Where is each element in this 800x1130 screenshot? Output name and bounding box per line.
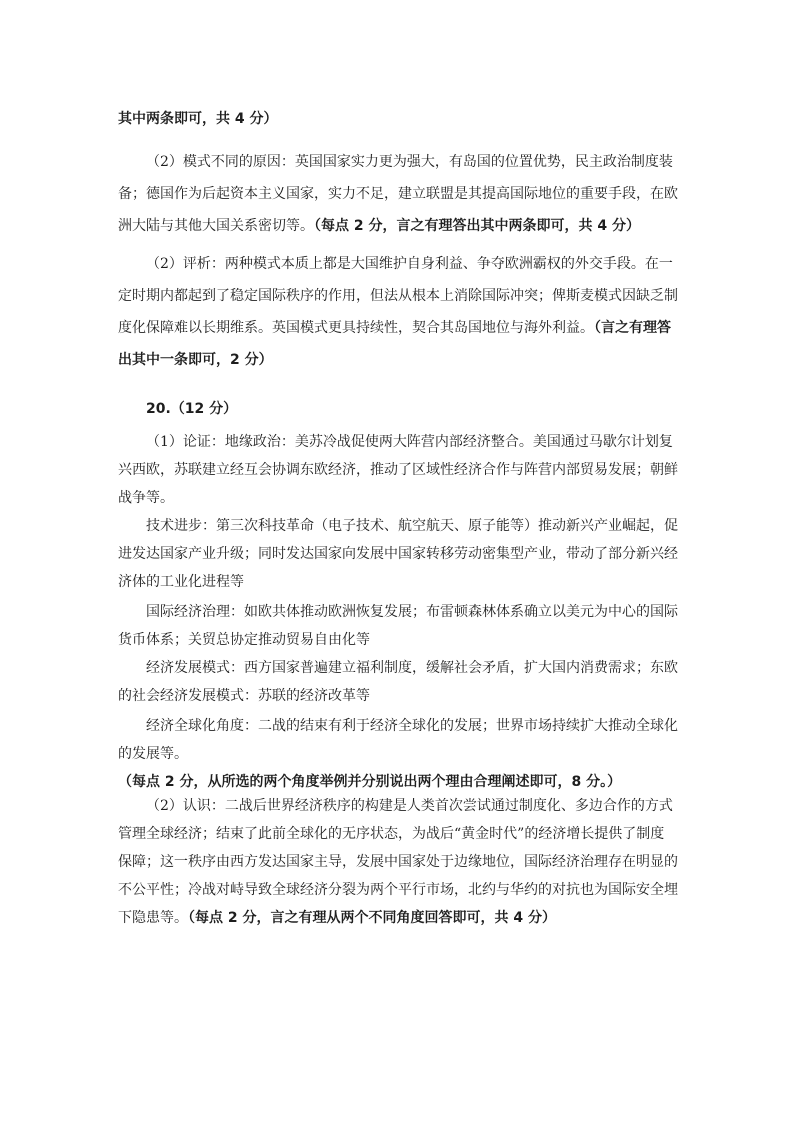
argument-economic-governance [118, 598, 678, 654]
argument-geopolitics-text: （1）论证：地缘政治：美苏冷战促使两大阵营内部经济整合。美国通过马歇尔计划复兴西欧，苏联建立经互会协调东欧经济，推动了区域性经济合作与阵营内部贸易发展；朝鲜战争等。 [118, 434, 678, 506]
model-evaluation-scoring: （言之有理答出其中一条即可，2 分） [118, 320, 671, 368]
model-difference-reason [118, 146, 678, 242]
understanding-text: （2）认识：二战后世界经济秩序的构建是人类首次尝试通过制度化、多边合作的方式管理全球经济；结束了此前全球化的无序状态，为战后“黄金时代”的经济增长提供了制度保障；这一秩序由西方发达国家主导，发展中国家处于边缘地位，国际经济治理存在明显的不公平性；冷战对峙导致全球经济分裂为两个平行市场，北约与华约的对抗也为国际安全埋下隐患等。 [118, 798, 678, 926]
question-20-heading [118, 396, 678, 422]
model-difference-scoring: （每点 2 分，言之有理答出其中两条即可，共 4 分） [314, 218, 640, 234]
model-evaluation-text: （2）评析：两种模式本质上都是大国维护自身利益、争夺欧洲霸权的外交手段。在一定时期内都起到了稳定国际秩序的作用，但法从根本上消除国际冲突；俾斯麦模式因缺乏制度化保障难以长期维系。英国模式更具持续性，契合其岛国地位与海外利益。 [118, 256, 678, 336]
argument-globalization-text: 经济全球化角度：二战的结束有利于经济全球化的发展；世界市场持续扩大推动全球化的发展等。 [118, 718, 678, 762]
understanding-scoring: （每点 2 分，言之有理从两个不同角度回答即可，共 4 分） [188, 910, 556, 926]
model-evaluation [118, 248, 678, 376]
argument-technology-text: 技术进步：第三次科技革命（电子技术、航空航天、原子能等）推动新兴产业崛起，促进发达国家产业升级；同时发达国家向发展中国家转移劳动密集型产业，带动了部分新兴经济体的工业化进程等 [118, 518, 678, 590]
argument-globalization-scoring: （每点 2 分，从所选的两个角度举例并分别说出两个理由合理阐述即可，8 分。） [118, 774, 622, 790]
argument-development-model [118, 654, 678, 710]
understanding-paragraph [118, 792, 678, 932]
model-difference-text: （2）模式不同的原因：英国国家实力更为强大，有岛国的位置优势，民主政治制度装备；德国作为后起资本主义国家，实力不足，建立联盟是其提高国际地位的重要手段，在欧洲大陆与其他大国关系密切等。 [118, 154, 678, 234]
question-20-label: 20.（12 分） [146, 401, 238, 417]
argument-globalization [118, 712, 678, 796]
argument-economic-governance-text: 国际经济治理：如欧共体推动欧洲恢复发展；布雷顿森林体系确立以美元为中心的国际货币体系；关贸总协定推动贸易自由化等 [118, 604, 678, 648]
argument-development-model-text: 经济发展模式：西方国家普遍建立福利制度，缓解社会矛盾，扩大国内消费需求；东欧的社会经济发展模式：苏联的经济改革等 [118, 660, 678, 704]
continued-scoring-note [118, 106, 678, 132]
argument-geopolitics [118, 428, 678, 512]
continued-scoring-text: 其中两条即可，共 4 分） [118, 111, 278, 127]
argument-technology [118, 512, 678, 596]
